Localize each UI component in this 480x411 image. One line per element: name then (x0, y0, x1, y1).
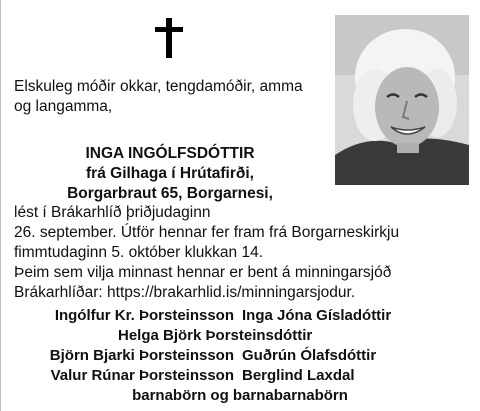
body-line: Þeim sem vilja minnast hennar er bent á minningarsjóð (14, 264, 392, 281)
announcement-text (14, 203, 399, 303)
family-list (0, 306, 480, 406)
deceased-origin: frá Gilhaga í Hrútafirði, (86, 165, 254, 182)
body-line: lést í Brákarhlíð þriðjudaginn (14, 204, 211, 221)
family-member: Berglind Laxdal (242, 367, 355, 384)
family-member: Björn Bjarki Þorsteinsson (49, 347, 234, 364)
family-row (0, 386, 480, 406)
deceased-address: Borgarbraut 65, Borgarnesi, (67, 185, 273, 202)
cross-icon (155, 18, 183, 58)
family-row (0, 346, 480, 366)
family-row (0, 306, 480, 326)
body-line: fimmtudaginn 5. október klukkan 14. (14, 244, 263, 261)
family-row (0, 326, 480, 346)
family-closing: barnabörn og barnabarnabörn (132, 387, 348, 404)
deceased-block (0, 144, 340, 204)
portrait-photo (335, 15, 469, 185)
intro-text (14, 77, 303, 117)
family-row (0, 366, 480, 386)
deceased-name: INGA INGÓLFSDÓTTIR (85, 145, 255, 162)
family-member: Inga Jóna Gísladóttir (242, 307, 392, 324)
family-member: Valur Rúnar Þorsteinsson (50, 367, 234, 384)
family-member: Guðrún Ólafsdóttir (242, 347, 377, 364)
family-member: Ingólfur Kr. Þorsteinsson (54, 307, 234, 324)
body-line: 26. september. Útför hennar fer fram frá Borgarneskirkju (14, 224, 400, 241)
body-line: Brákarhlíðar: https://brakarhlid.is/minningarsjodur. (14, 284, 356, 301)
intro-line: og langamma, (14, 98, 113, 115)
family-member: Helga Björk Þorsteinsdóttir (118, 327, 313, 344)
intro-line: Elskuleg móðir okkar, tengdamóðir, amma (14, 78, 303, 95)
